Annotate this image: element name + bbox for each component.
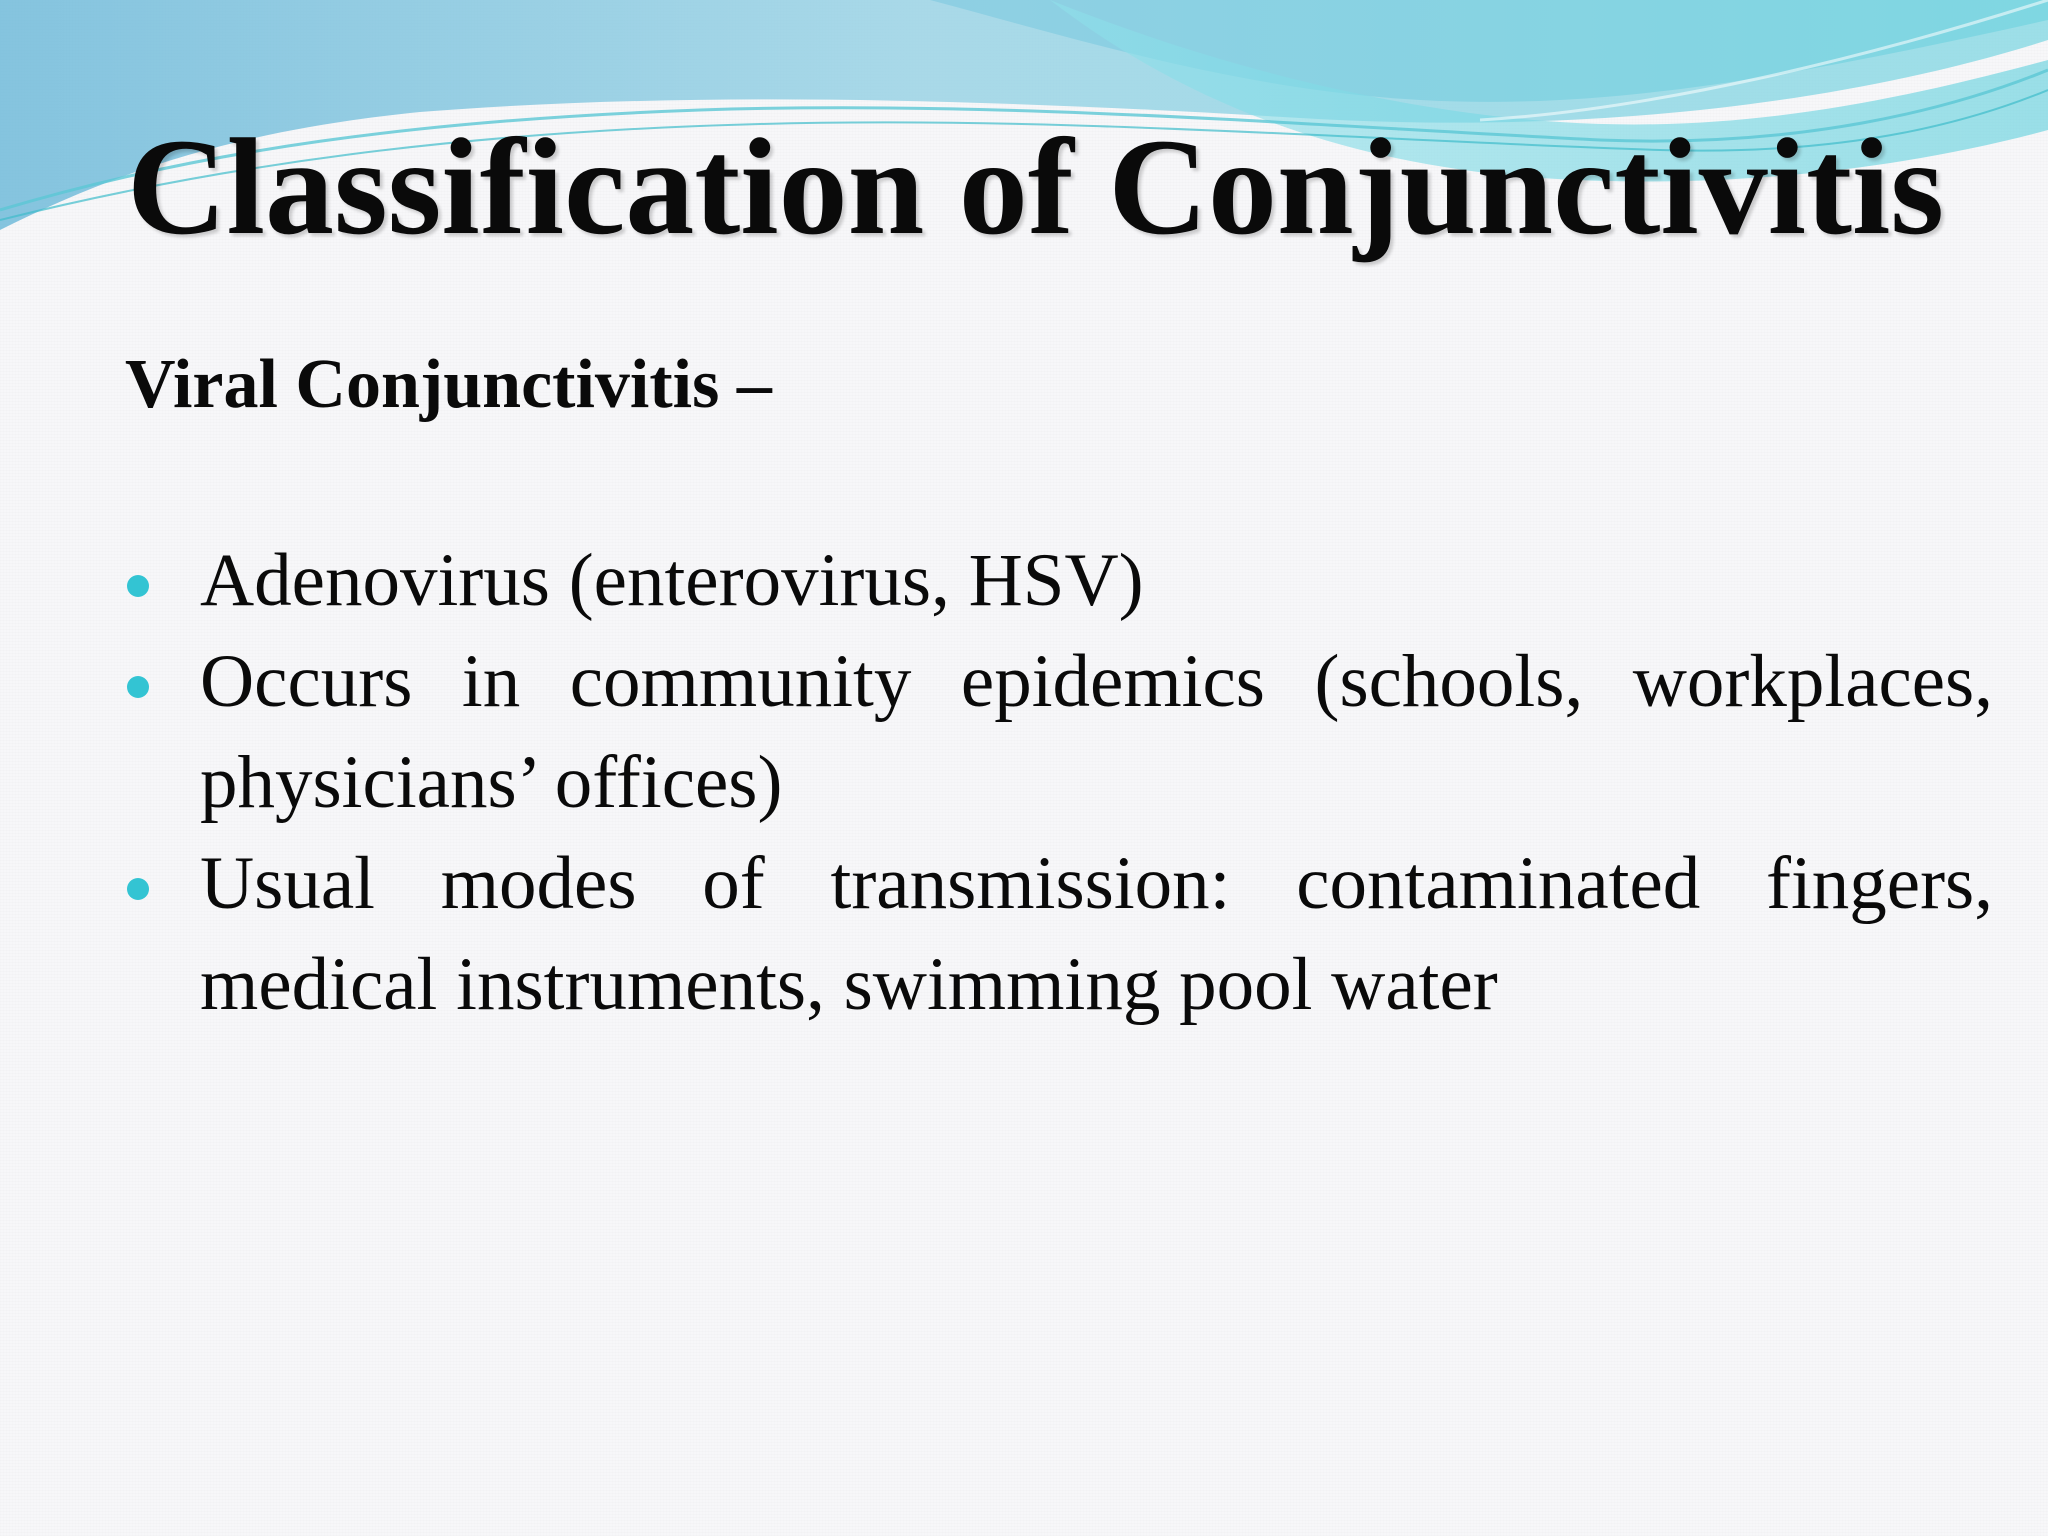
bullet-dot-icon <box>127 575 149 597</box>
bullet-text: Usual modes of transmission: contaminated fingers, medical instruments, swimming pool water <box>200 842 1993 1026</box>
bullet-list <box>125 530 1993 1035</box>
bullet-text: Occurs in community epidemics (schools, workplaces, physicians’ offices) <box>200 640 1993 824</box>
bullet-dot-icon <box>127 878 149 900</box>
bullet-item <box>125 631 1993 833</box>
slide-title: Classification of Conjunctivitis <box>127 110 1945 263</box>
bullet-item <box>125 530 1993 631</box>
bullet-item <box>125 833 1993 1035</box>
section-heading: Viral Conjunctivitis – <box>125 346 772 423</box>
bullet-text: Adenovirus (enterovirus, HSV) <box>200 539 1144 622</box>
bullet-dot-icon <box>127 676 149 698</box>
